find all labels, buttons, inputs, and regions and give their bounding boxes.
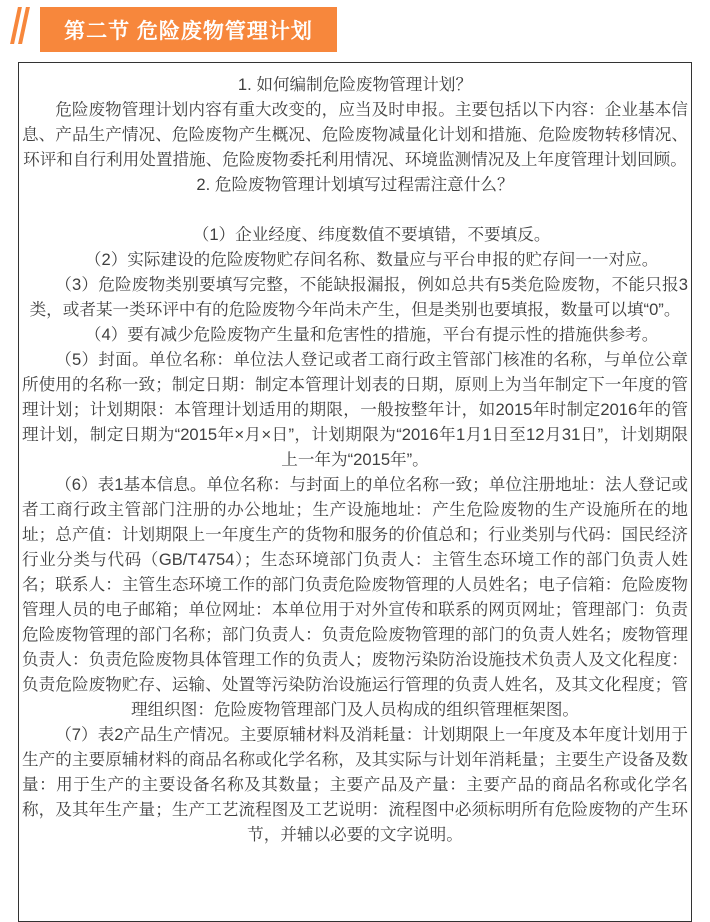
note-item-3: （3）危险废物类别要填写完整，不能缺报漏报，例如总共有5类危险废物，不能只报3类，或者某一类环评中有的危险废物今年尚未产生，但是类别也要填报，数量可以填“0”。 [29, 275, 688, 319]
intro-paragraph: 危险废物管理计划内容有重大改变的，应当及时申报。主要包括以下内容：企业基本信息、产品生产情况、危险废物产生概况、危险废物减量化计划和措施、危险废物转移情况、环评和自行利用处置措施、危险废物委托利用情况、环境监测情况及上年度管理计划回顾。 [22, 100, 688, 169]
section-title-banner [40, 7, 337, 52]
note-item-4: （4）要有减少危险废物产生量和危害性的措施，平台有提示性的措施供参考。 [84, 325, 659, 344]
section-header [0, 0, 710, 62]
note-item-5: （5）封面。单位名称：单位法人登记或者工商行政主管部门核准的名称，与单位公章所使用的名称一致；制定日期：制定本管理计划表的日期，原则上为当年制定下一年度的管理计划；计划期限：本管理计划适用的期限，一般按整年计，如2015年时制定2016年的管理计划，制定日期为“2015年×月×日”，计划期限为“2016年1月1日至12月31日”，计划期限上一年为“2015年”。 [22, 350, 688, 469]
note-item-1: （1）企业经度、纬度数值不要填错，不要填反。 [192, 225, 551, 244]
note-item-2: （2）实际建设的危险废物贮存间名称、数量应与平台申报的贮存间一一对应。 [84, 250, 659, 269]
note-item-6: （6）表1基本信息。单位名称：与封面上的单位名称一致；单位注册地址：法人登记或者工商行政主管部门注册的办公地址；生产设施地址：产生危险废物的生产设施所在的地址；总产值：计划期限上一年度生产的货物和服务的价值总和；行业类别与代码：国民经济行业分类与代码（GB/T4754）；生态环境部门负责人：主管生态环境工作的部门负责人姓名；联系人：主管生态环境工作的部门负责危险废物管理的人员姓名；电子信箱：危险废物管理人员的电子邮箱；单位网址：本单位用于对外宣传和联系的网页网址；管理部门：负责危险废物管理的部门名称；部门负责人：负责危险废物管理的部门的负责人姓名；废物管理负责人：负责危险废物具体管理工作的负责人；废物污染防治设施技术负责人及文化程度：负责危险废物贮存、运输、处置等污染防治设施运行管理的负责人姓名，及其文化程度；管理组织图：危险废物管理部门及人员构成的组织管理框架图。 [22, 475, 688, 719]
content-panel [18, 62, 692, 922]
section-title: 第二节 危险废物管理计划 [64, 19, 313, 43]
question-1-heading: 1. 如何编制危险废物管理计划？ [237, 75, 473, 94]
note-item-7: （7）表2产品生产情况。主要原辅材料及消耗量：计划期限上一年度及本年度计划用于生产的主要原辅材料的商品名称或化学名称，及其实际与计划年消耗量；主要生产设备及数量：用于生产的主要设备名称及其数量；主要产品及产量：主要产品的商品名称或化学名称，及其年生产量；生产工艺流程图及工艺说明：流程图中必须标明所有危险废物的产生环节，并辅以必要的文字说明。 [22, 725, 688, 844]
double-slash-icon [14, 7, 26, 44]
question-2-heading: 2. 危险废物管理计划填写过程需注意什么？ [196, 175, 514, 194]
